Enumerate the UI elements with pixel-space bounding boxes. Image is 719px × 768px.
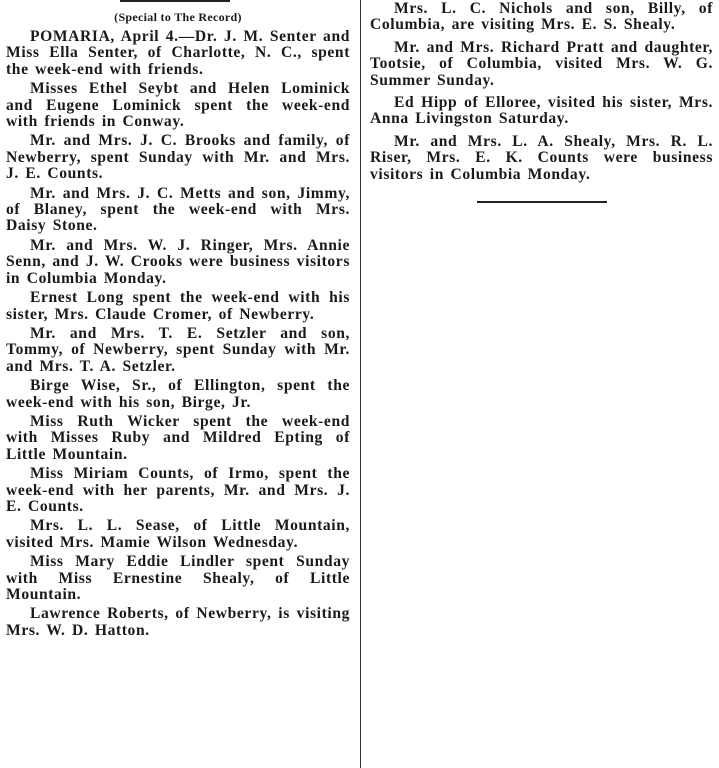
news-item: Miss Mary Eddie Lindler spent Sunday with Miss Ernestine Shealy, of Little Mountain. bbox=[6, 553, 350, 603]
news-item: Mr. and Mrs. Richard Pratt and daughter, Tootsie, of Columbia, visited Mrs. W. G. Summer Sunday. bbox=[370, 38, 713, 89]
news-item: Birge Wise, Sr., of Ellington, spent the week-end with his son, Birge, Jr. bbox=[6, 377, 350, 411]
news-item: Mr. and Mrs. T. E. Setzler and son, Tommy, of Newberry, spent Sunday with Mr. and Mrs. T. A. Setzler. bbox=[6, 324, 350, 375]
news-item: Mr. and Mrs. J. C. Brooks and family, of Newberry, spent Sunday with Mr. and Mrs. J. E. Counts. bbox=[6, 132, 350, 183]
news-item: Mr. and Mrs. L. A. Shealy, Mrs. R. L. Riser, Mrs. E. K. Counts were business visitors in Columbia Monday. bbox=[370, 132, 713, 183]
news-item: Mrs. L. C. Nichols and son, Billy, of Columbia, are visiting Mrs. E. S. Shealy. bbox=[370, 0, 713, 34]
news-item: Ernest Long spent the week-end with his sister, Mrs. Claude Cromer, of Newberry. bbox=[6, 289, 350, 323]
news-item: Miss Ruth Wicker spent the week-end with Misses Ruby and Mildred Epting of Little Mountain. bbox=[6, 412, 350, 463]
left-column bbox=[0, 0, 358, 768]
news-item: Miss Miriam Counts, of Irmo, spent the week-end with her parents, Mr. and Mrs. J. E. Counts. bbox=[6, 465, 350, 515]
news-item: Ed Hipp of Elloree, visited his sister, Mrs. Anna Livingston Saturday. bbox=[370, 94, 713, 128]
end-rule bbox=[477, 201, 607, 203]
news-item: Mr. and Mrs. J. C. Metts and son, Jimmy, of Blaney, spent the week-end with Mrs. Daisy Stone. bbox=[6, 184, 350, 235]
news-item: Lawrence Roberts, of Newberry, is visiting Mrs. W. D. Hatton. bbox=[6, 605, 350, 639]
news-item: Mr. and Mrs. W. J. Ringer, Mrs. Annie Senn, and J. W. Crooks were business visitors in Columbia Monday. bbox=[6, 236, 350, 287]
special-credit: (Special to The Record) bbox=[114, 10, 242, 24]
news-item: POMARIA, April 4.—Dr. J. M. Senter and Miss Ella Senter, of Charlotte, N. C., spent the week-end with friends. bbox=[6, 28, 350, 78]
news-item: Mrs. L. L. Sease, of Little Mountain, visited Mrs. Mamie Wilson Wednesday. bbox=[6, 517, 350, 551]
column-divider bbox=[360, 0, 361, 768]
right-column bbox=[364, 0, 719, 768]
news-item: Misses Ethel Seybt and Helen Lominick and Eugene Lominick spent the week-end with friends in Conway. bbox=[6, 80, 350, 131]
